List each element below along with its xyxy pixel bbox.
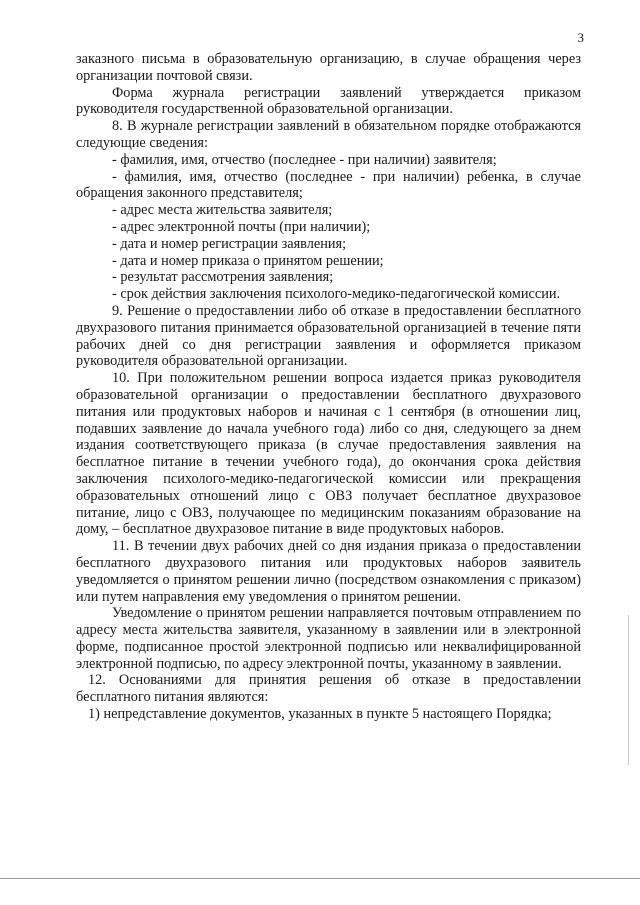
list-item: - результат рассмотрения заявления; — [112, 269, 334, 286]
list-item: - срок действия заключения психолого-медико-педагогической комиссии. — [112, 286, 561, 303]
paragraph-item-12: 12. Основаниями для принятия решения об отказе в предоставлении бесплатного питания являются: — [76, 672, 581, 706]
paragraph-mail-continuation: заказного письма в образовательную организацию, в случае обращения через организации почтовой связи. — [76, 51, 581, 84]
paragraph-item-10: 10. При положительном решении вопроса издается приказ руководителя образовательной организации о предоставлении бесплатного двухразового питания или продуктовых наборов и начиная с 1 сентября (в отношении лиц, подавших заявление до начала учебного года) либо со дня, следующего за днем издания соответствующего приказа (в случае предоставления заявления на бесплатное питание в течении учебного года), до окончания срока действия заключения психолого-медико-педагогической комиссии или прекращения образовательных отношений лицо с ОВЗ получает бесплатное двухразовое питание, лицо с ОВЗ, получающее по медицинским показаниям образование на дому, – бесплатное двухразовое питание в виде продуктовых наборов. — [76, 370, 581, 538]
list-item: - адрес места жительства заявителя; — [112, 202, 333, 219]
paragraph-refusal-ground-1: 1) непредставление документов, указанных в пункте 5 настоящего Порядка; — [88, 706, 552, 723]
list-item: - фамилия, имя, отчество (последнее - при наличии) заявителя; — [112, 151, 497, 168]
list-item: - дата и номер регистрации заявления; — [112, 235, 347, 252]
list-item: - фамилия, имя, отчество (последнее - при наличии) ребенка, в случае обращения законного представителя; — [76, 168, 581, 202]
page-number: 3 — [577, 30, 584, 45]
paragraph-notification: Уведомление о принятом решении направляется почтовым отправлением по адресу места жительства заявителя, указанному в заявлении или в электронной форме, подписанное простой электронной подписью или неквалифицированной электронной подписью, по адресу электронной почты, указанному в заявлении. — [76, 605, 581, 672]
list-item: - адрес электронной почты (при наличии); — [112, 218, 371, 235]
list-item: - дата и номер приказа о принятом решении; — [112, 252, 384, 269]
scan-bottom-line — [0, 878, 640, 879]
paragraph-item-8: 8. В журнале регистрации заявлений в обязательном порядке отображаются следующие сведения: — [76, 118, 581, 151]
paragraph-journal-form: Форма журнала регистрации заявлений утверждается приказом руководителя государственной образовательной организации. — [76, 84, 581, 118]
paragraph-item-11: 11. В течении двух рабочих дней со дня издания приказа о предоставлении бесплатного двухразового питания или продуктовых наборов заявитель уведомляется о принятом решении лично (посредством ознакомления с приказом) или путем направления ему уведомления о принятом решении. — [76, 538, 581, 605]
scan-edge-line — [628, 615, 629, 765]
document-body — [76, 51, 581, 723]
paragraph-item-9: 9. Решение о предоставлении либо об отказе в предоставлении бесплатного двухразового питания принимается образовательной организацией в течение пяти рабочих дней со дня регистрации заявления и оформляется приказом руководителя образовательной организации. — [76, 302, 581, 370]
